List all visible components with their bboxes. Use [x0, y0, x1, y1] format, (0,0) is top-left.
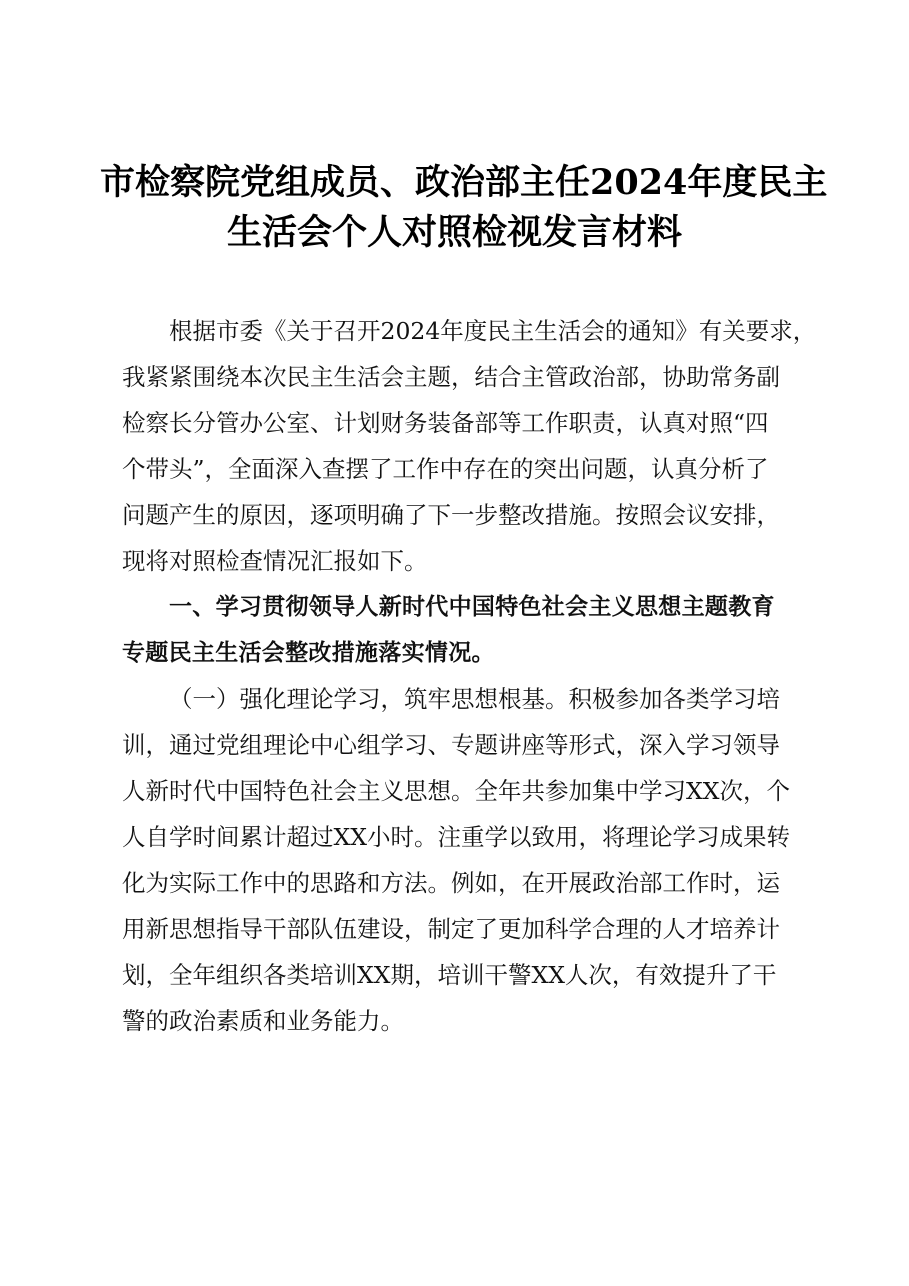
document-title: [100, 158, 828, 258]
intro-line-6: 现将对照检查情况汇报如下。: [122, 547, 428, 575]
section-heading-1: [122, 584, 794, 676]
title-line-2: 生活会个人对照检视发言材料: [226, 212, 682, 253]
section1-line-1: 一、学习贯彻领导人新时代中国特色社会主义思想主题教育: [169, 594, 775, 620]
subsection-paragraph-1: [122, 676, 794, 1044]
document-body: [122, 308, 817, 1044]
subsection1-line-6: 用新思想指导干部队伍建设，制定了更加科学合理的人才培养计: [122, 915, 780, 943]
section1-line-2: 专题民主生活会整改措施落实情况。: [122, 640, 495, 666]
intro-line-2: 我紧紧围绕本次民主生活会主题，结合主管政治部，协助常务副: [122, 363, 780, 391]
intro-paragraph: [122, 308, 817, 584]
subsection1-line-4: 人自学时间累计超过XX小时。注重学以致用，将理论学习成果转: [122, 823, 790, 851]
intro-line-3: 检察长分管办公室、计划财务装备部等工作职责，认真对照“四: [122, 409, 769, 437]
subsection1-line-3: 人新时代中国特色社会主义思想。全年共参加集中学习XX次，个: [122, 777, 790, 805]
title-line-1: 市检察院党组成员、政治部主任2024年度民主: [100, 162, 828, 203]
subsection1-line-1: （一）强化理论学习，筑牢思想根基。积极参加各类学习培: [169, 685, 780, 713]
subsection1-line-5: 化为实际工作中的思路和方法。例如，在开展政治部工作时，运: [122, 869, 780, 897]
intro-line-4: 个带头”，全面深入查摆了工作中存在的突出问题，认真分析了: [122, 455, 769, 483]
subsection1-line-8: 警的政治素质和业务能力。: [122, 1007, 404, 1035]
subsection1-line-2: 训，通过党组理论中心组学习、专题讲座等形式，深入学习领导: [122, 731, 780, 759]
subsection1-line-7: 划，全年组织各类培训XX期，培训干警XX人次，有效提升了干: [122, 961, 777, 989]
intro-line-1: 根据市委《关于召开2024年度民主生活会的通知》有关要求，: [169, 317, 817, 345]
intro-line-5: 问题产生的原因，逐项明确了下一步整改措施。按照会议安排，: [122, 501, 780, 529]
